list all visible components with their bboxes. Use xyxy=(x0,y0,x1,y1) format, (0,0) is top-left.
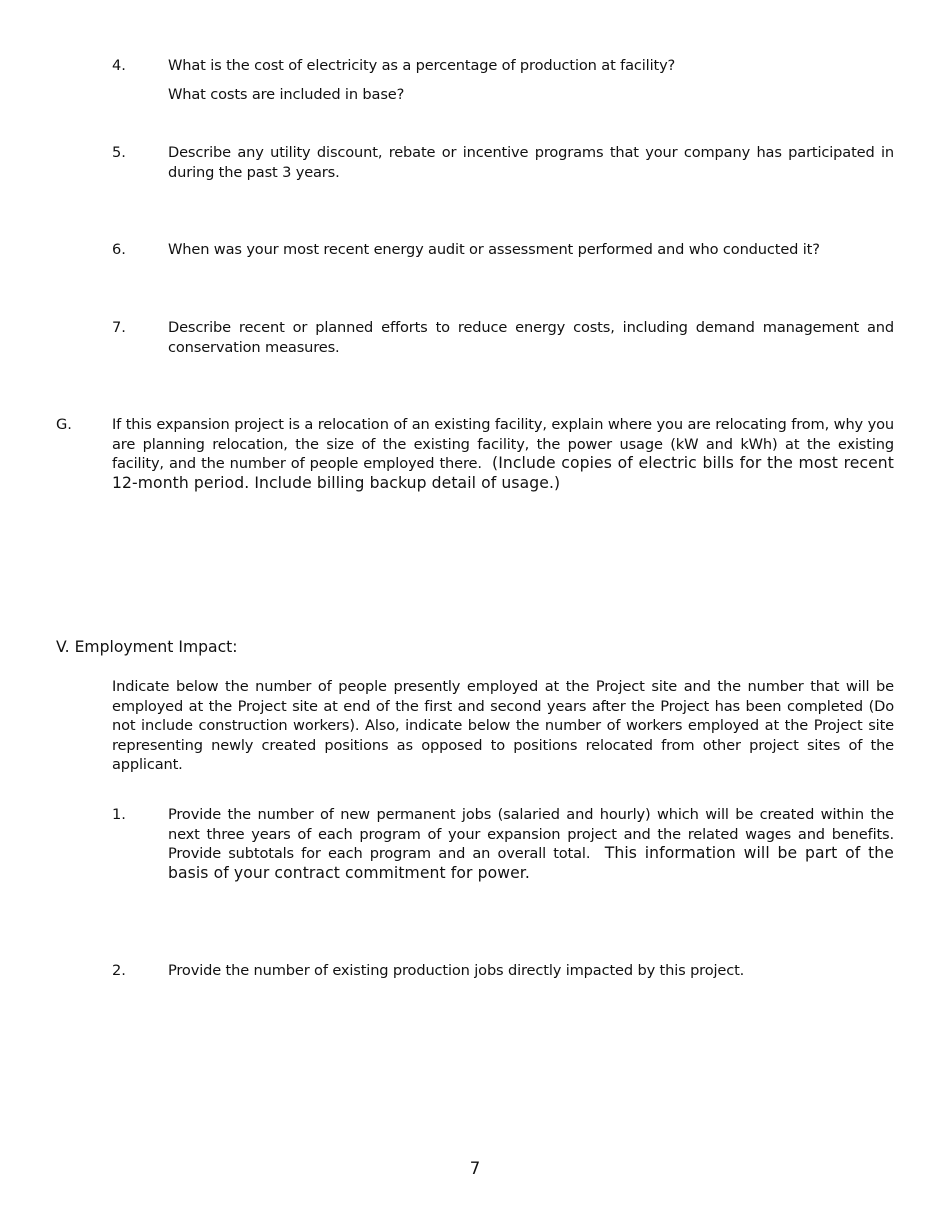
employment-item-2-text: Provide the number of existing production jobs directly impacted by this project. xyxy=(168,962,745,979)
item-number: 2. xyxy=(112,962,126,979)
employment-item-1-text: Provide the number of new permanent jobs (salaried and hourly) which will be created within the next three years of each program of your expansion project and the related wages and benefits. Provide subtotals for each program and an overall total. xyxy=(168,806,894,862)
section-g-paragraph xyxy=(112,415,894,493)
item-number: 4. xyxy=(112,57,126,74)
question-4-line-2: What costs are included in base? xyxy=(168,86,405,103)
section-g-letter: G. xyxy=(56,416,72,433)
item-number: 1. xyxy=(112,806,126,823)
question-6-text: When was your most recent energy audit or assessment performed and who conducted it? xyxy=(168,241,820,258)
item-number: 7. xyxy=(112,319,126,336)
question-4-line-1: What is the cost of electricity as a percentage of production at facility? xyxy=(168,57,676,74)
section-v-intro: Indicate below the number of people presently employed at the Project site and the number that will be employed at the Project site at end of the first and second years after the Project has been completed (Do not include construction workers). Also, indicate below the number of workers employed at the Project site representing newly created positions as opposed to positions relocated from other project sites of the applicant. xyxy=(112,678,894,773)
page-number: 7 xyxy=(469,1159,481,1178)
question-5-text: Describe any utility discount, rebate or incentive programs that your company has participated in during the past 3 years. xyxy=(168,144,894,181)
item-number: 5. xyxy=(112,144,126,161)
section-g-text: If this expansion project is a relocation of an existing facility, explain where you are relocating from, why you are planning relocation, the size of the existing facility, the power usage (kW and kWh) at the existing facility, and the number of people employed there. xyxy=(112,416,894,472)
employment-item-1-emphasis: This information will be part of the basis of your contract commitment for power. xyxy=(168,844,894,882)
section-v-heading: V. Employment Impact: xyxy=(56,638,238,656)
section-g-emphasis: (Include copies of electric bills for the most recent 12-month period. Include billing backup detail of usage.) xyxy=(112,454,895,492)
question-7-text: Describe recent or planned efforts to reduce energy costs, including demand management and conservation measures. xyxy=(168,319,894,356)
item-number: 6. xyxy=(112,241,126,258)
employment-item-1-paragraph xyxy=(168,805,894,883)
